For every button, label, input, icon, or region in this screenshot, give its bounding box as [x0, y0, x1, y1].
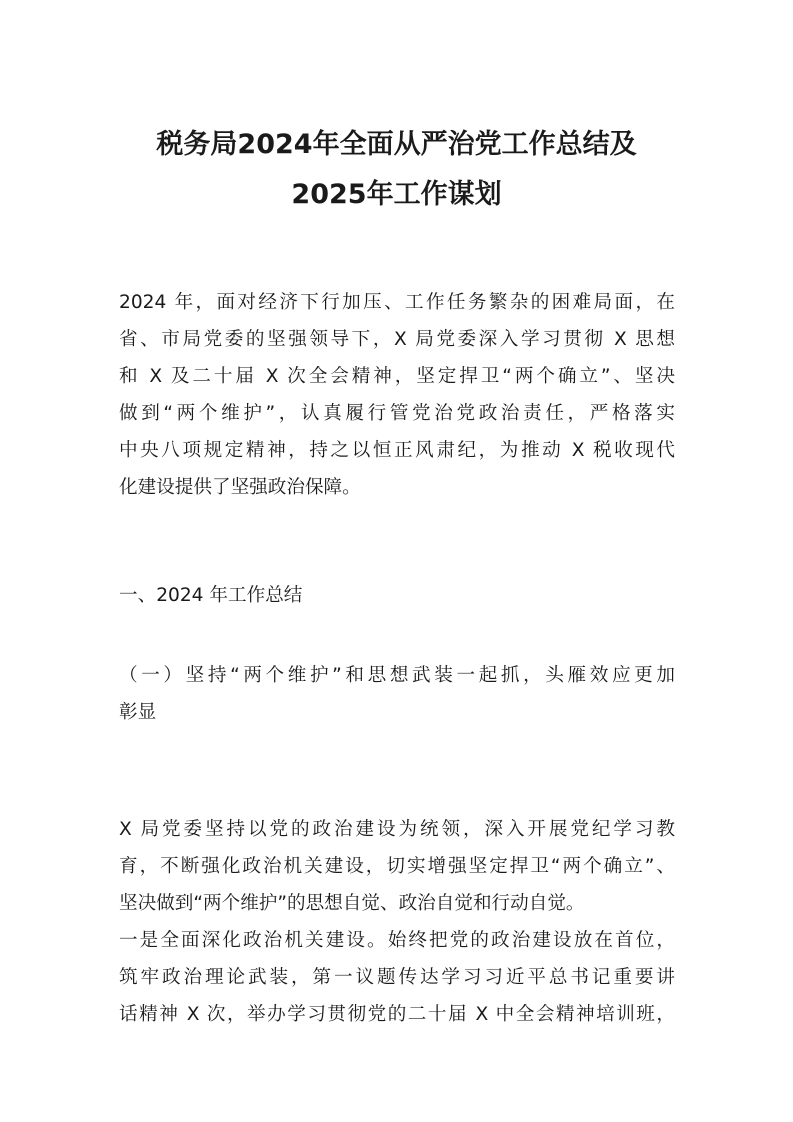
paragraph-line: 一是全面深化政治机关建设。始终把党的政治建设放在首位， [119, 930, 675, 951]
subsection-heading-line: （一）坚持“两个维护”和思想武装一起抓，头雁效应更加 [119, 665, 675, 686]
subsection-heading-line: 彰显 [119, 702, 157, 723]
paragraph-line: 中央八项规定精神，持之以恒正风肃纪，为推动 X 税收现代 [119, 440, 675, 461]
body-paragraph-2 [119, 811, 675, 1033]
intro-paragraph [119, 284, 675, 506]
paragraph-line: 和 X 及二十届 X 次全会精神，坚定捍卫“两个确立”、坚决 [119, 366, 675, 387]
paragraph-line: 化建设提供了坚强政治保障。 [119, 477, 361, 498]
paragraph-line: 育，不断强化政治机关建设，切实增强坚定捍卫“两个确立”、 [119, 856, 675, 877]
paragraph-line: 筑牢政治理论武装，第一议题传达学习习近平总书记重要讲 [119, 967, 675, 988]
paragraph-line: 省、市局党委的坚强领导下，X 局党委深入学习贯彻 X 思想 [119, 329, 675, 350]
paragraph-line: 坚决做到“两个维护”的思想自觉、政治自觉和行动自觉。 [119, 893, 585, 914]
paragraph-line: 2024 年，面对经济下行加压、工作任务繁杂的困难局面，在 [119, 292, 675, 313]
section-heading-1 [119, 577, 675, 614]
document-title-line-2: 2025年工作谋划 [291, 179, 502, 210]
subsection-heading-1 [119, 657, 675, 731]
paragraph-line: 话精神 X 次，举办学习贯彻党的二十届 X 中全会精神培训班， [119, 1004, 675, 1025]
section-heading-text: 一、2024 年工作总结 [119, 585, 303, 606]
document-title-line-1: 税务局2024年全面从严治党工作总结及 [156, 129, 637, 160]
paragraph-line: X 局党委坚持以党的政治建设为统领，深入开展党纪学习教 [119, 819, 675, 840]
paragraph-line: 做到“两个维护”，认真履行管党治党政治责任，严格落实 [119, 403, 675, 424]
